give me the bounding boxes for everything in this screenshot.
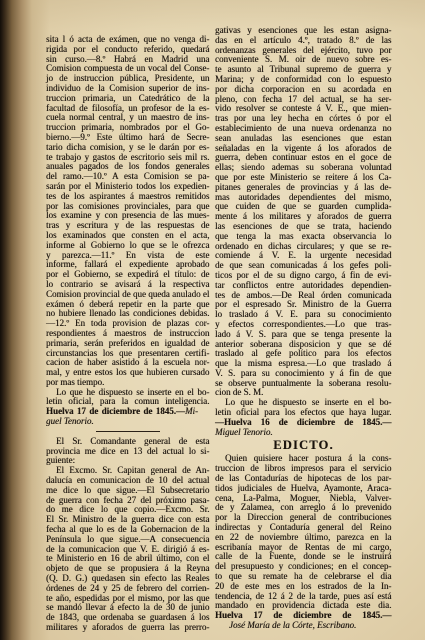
text-line: circunstancias los que presentaren certifi- [46,347,210,358]
text-line: de y Zalamea, con arreglo á lo prevenido [215,502,392,513]
text-line: Lo que he dispuesto se inserte en el bo- [225,397,392,408]
text-line: establecimiento de una nueva ordenanza no [215,122,392,133]
text-line: del presupuesto y condiciones; en el concep- [215,561,392,572]
text-line: escribanía mayor de Rentas de mi cargo, [215,541,392,552]
text-line: gativas y esenciones que les estan asigna- [215,25,392,35]
decree-dateline: Huelva 17 de diciembre de 1845.— [46,406,186,417]
text-line: no hubiere llenado las condiciones debidas. [46,308,210,319]
text-line: vido resolver se conteste á V. E., que mien- [215,103,392,114]
text-line: —12.º En toda provision de plazas cor- [46,318,210,329]
text-line: los examine y con presencia de las mues- [46,210,210,221]
text-line: lo contrario se avisará á la respectiva [46,278,210,289]
text-line: que la misma espresa.—Lo que traslado á [215,358,392,369]
text-line: El Excmo. Sr. Capitan general de An- [56,465,210,476]
right-column [215,26,392,631]
text-line: facultad de filosofía, un profesor de la es- [46,102,210,113]
military-notice-dateline: —Huelva 16 de diciembre de 1845.— [215,416,392,427]
text-line: pitanes generales de provincias y á las de- [215,181,392,192]
text-line: de guerra con fecha 27 del próximo pasa- [46,494,210,505]
text-line: cacion de haber asistido á la escuela nor- [46,357,210,368]
text-line: mandado en providencia dictada este dia. [215,600,392,611]
text-line: en 22 de noviembre último, parezca en la [215,531,392,542]
text-line: guerra, deben continuar estos en el goce de [215,152,392,163]
text-line: se observe puntualmente la soberana resolu- [215,377,392,388]
text-line: tario dicha comision, y se le darán por es- [46,141,210,152]
text-line: ordenado en dichas circulares; y que se re- [215,240,392,251]
military-notice-intro [46,437,210,466]
text-line: Península lo que sigue.—A consecuencia [46,533,210,544]
text-line: tendencia, de 12 á 2 de la tarde, pues así está [215,590,392,601]
decree-signature-end: guel Tenorio. [46,416,94,427]
text-line: exámen ó deberá repetir en la parte que [46,298,210,309]
text-line: informe al Gobierno lo que se le ofrezca [46,239,210,250]
text-line: (Q. D. G.) quedasen sin efecto las Reales [46,573,210,584]
text-line: por dicha corporacion en su acordada en [215,83,392,94]
text-line: tar conflictos entre autoridades dependien- [215,279,392,290]
text-line: jo de instruccion pública, Presidente, un [46,73,210,84]
military-notice-closing [215,398,392,418]
text-line: tes de los aspirantes á maestros remitidos [46,190,210,201]
text-line: V. S. para su conocimiento y á fin de que [215,367,392,378]
text-line: do me dice lo que copio.—Excmo. Sr. [46,504,210,515]
text-line: por las comisiones provinciales, para que [46,200,210,211]
text-line: truccion de libros impresos para el servicio [215,463,392,474]
text-line: das en el artículo 4.º, tratado 8.º de las [215,34,392,45]
text-line: 20 de este mes en los estrados de la In- [215,580,392,591]
text-line: mas autoridades dependientes del mismo, [215,191,392,202]
text-line: calle de la Fuente, donde se le instruirá [215,551,392,562]
text-line: militares y aforados de guerra las prerro- [46,622,210,633]
text-line: tras y escritura y de las respuestas de [46,220,210,231]
text-line: de que sean comunicadas á los gefes poli- [215,260,392,271]
text-line: primaria, serán preferidos en igualdad de [46,337,210,348]
edict-signature: José María de la Córte, Escribano. [229,620,357,631]
text-line: y efectos correspondientes.—Lo que tras- [215,318,392,329]
text-line: Comision provincial de que queda anulado el [46,288,210,299]
text-line: fecha al que lo es de la Gobernacion de la [46,524,210,535]
text-line: ticos por el de su digno cargo, á fin de evi- [215,269,392,280]
text-line: del ramo.—10.º A esta Comision se pa- [46,171,210,182]
text-line: los examinados que consten en el acta, [46,229,210,240]
text-line: objeto de que se propusiera á la Reyna [46,563,210,574]
text-line: se mandó llevar á efecto la de 30 de junio [46,602,210,613]
text-line: anuales pagados de los fondos generales [46,161,210,172]
text-line: pleno, con fecha 17 del actual, se ha ser- [215,93,392,104]
text-line: letin oficial para los efectos que haya lugar. [215,407,392,418]
text-line: de las Contadurías de hipotecas de los par- [215,473,392,484]
text-line: que cuiden de que se guarden cumplida- [215,201,392,212]
text-line: cion de S. M. [215,387,264,398]
text-line: tes de ambos.—De Real órden comunicada [215,289,392,300]
decree-closing [46,388,210,408]
military-notice-signature: Miguel Tenorio. [215,426,273,437]
text-line: mal, y entre estos los que hubieren cursado [46,367,210,378]
text-line: sean anuladas las esenciones que estan [215,132,392,143]
text-line: que por este Ministerio se reitere á los Ca- [215,171,392,182]
text-line: informe, fallará el expediente aprobado [46,259,210,270]
decree-signature-start: Mi- [185,406,199,417]
text-line: Comision compuesta de un vocal del Conse- [46,63,210,74]
text-line: El Sr. Comandante general de esta [56,435,210,446]
text-line: individuo de la Comision superior de ins- [46,82,210,93]
text-line: to que su remate ha de celebrarse el dia [215,571,392,582]
text-line: rigida por el conducto referido, quedará [46,43,210,54]
text-line: truccion primaria, nombrados por el Go- [46,122,210,133]
text-line: ordenanzas generales del ejército, tuvo por [215,44,392,55]
text-line: de 1843, que ordenaba se guardasen á los [46,612,210,623]
text-line: conveniente S. M. oir de nuevo sobre es- [215,54,392,65]
text-line: truccion primaria, un Catedrático de la [46,92,210,103]
text-line: sin curso.—8.º Habrá en Madrid una [46,53,210,64]
edict-heading: EDICTO. [273,438,334,453]
text-line: lado á V. S. para que se tenga presente la [215,328,392,339]
text-line: y parezca.—11.º En vista de este [46,249,210,260]
edict-body [215,454,392,611]
text-line: cuela normal central, y un maestro de ins- [46,112,210,123]
text-line: las esenciones de que se trata, haciendo [215,220,392,231]
text-line: te trabajo y gastos de escritorio seis mil rs. [46,151,210,162]
text-line: me dice lo que sigue.—El Subsecretario [46,484,210,495]
text-line: guiente: [46,455,75,466]
text-line: respondientes á maestros de instruccion [46,327,210,338]
text-line: órdenes de 24 y 25 de febrero del corrien- [46,582,210,593]
text-line: letin oficial, para la comun inteligencia. [46,396,210,407]
text-line: tras por una ley hecha en córtes ó por el [215,113,392,124]
text-line: te Ministerio en 16 de abril último, con el [46,553,210,564]
text-line: traslado al gefe político para los efectos [215,348,392,359]
text-line: por el espresado Sr. Ministro de la Guerra [215,299,392,310]
text-line: mente á los militares y aforados de guerra [215,211,392,222]
text-line: indirectas y Contaduría general del Reino [215,522,392,533]
text-line: te año, espedidas por el mismo, por las que [46,592,210,603]
text-line: sarán por el Ministerio todos los expedien- [46,180,210,191]
left-column [46,35,210,633]
text-line: por mas tiempo. [46,376,105,387]
text-line: Lo que he dispuesto se inserte en el bo- [56,386,210,397]
text-line: Marina; y de conformidad con lo espuesto [215,73,392,84]
text-line: por el Gobierno, se expedirá el título: de [46,269,210,280]
text-line: de la comunicacion que V. E. dirigió á es- [46,543,210,554]
text-line: te asunto al Tribunal supremo de guerra y [215,64,392,75]
text-line: bierno.—9.º Este último hará de Secre- [46,131,210,142]
section-divider [46,427,210,437]
text-line: Quien quisiere hacer postura á la cons- [225,453,392,464]
text-line: El Sr. Ministro de la guerra dice con esta [46,514,210,525]
text-line: anterior soberana disposicion y que se dé [215,338,392,349]
edict-dateline: Huelva 17 de diciembre de 1845.— [215,610,392,621]
divider-line [96,431,160,432]
military-notice-continued [215,26,392,398]
text-line: sita l ó acta de exámen, que no venga di- [46,34,210,44]
text-line: tidos judiciales de Huelva, Ayamonte, Araca- [215,482,392,493]
text-line: por la Direccion general de contribuciones [215,512,392,523]
text-line: provincia me dice en 13 del actual lo si- [46,445,210,456]
decree-body [46,35,210,388]
text-line: señaladas en la vigente á los aforados de [215,142,392,153]
text-line: que tenga la mas exacta observancia lo [215,230,392,241]
text-line: lo traslado á V. E. para su conocimiento [215,309,392,320]
text-line: cena, La-Palma, Moguer, Niebla, Valver- [215,492,392,503]
text-line: comiende á V. E. la urgente necesidad [215,250,392,261]
military-notice-body [46,466,210,633]
text-line: ellas; siendo ademas su soberana voluntad [215,162,392,173]
text-line: dalucía en comunicacion de 10 del actual [46,475,210,486]
